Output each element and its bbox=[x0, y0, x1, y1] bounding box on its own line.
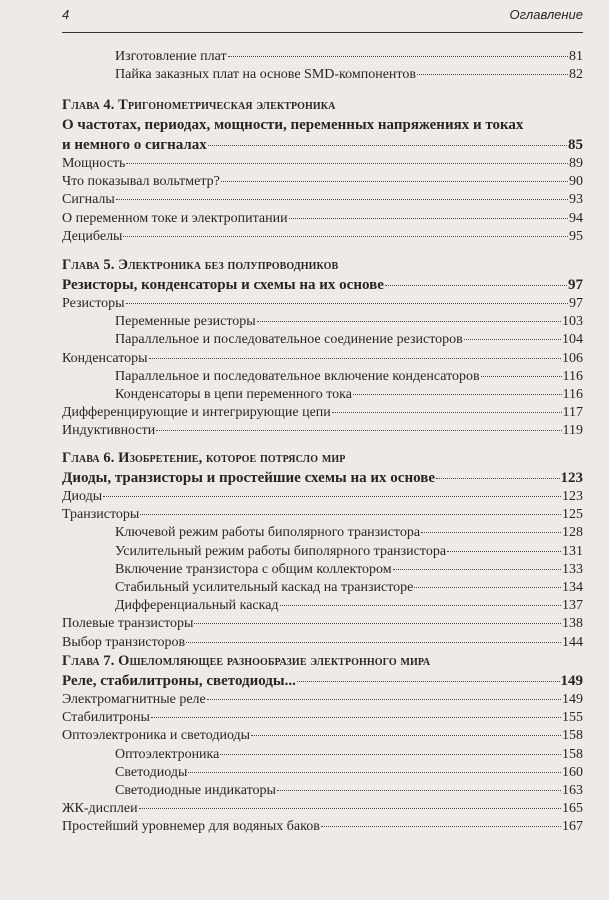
running-title: Оглавление bbox=[509, 7, 583, 22]
entry-page: 163 bbox=[562, 782, 583, 798]
entry-title: Включение транзистора с общим коллектором bbox=[115, 561, 392, 577]
chapter-page: 149 bbox=[560, 673, 583, 689]
entry-title: Конденсаторы в цепи переменного тока bbox=[115, 386, 352, 402]
entry-title: Простейший уровнемер для водяных баков bbox=[62, 819, 320, 835]
dot-leader bbox=[289, 218, 568, 219]
entry-page: 138 bbox=[562, 616, 583, 632]
dot-leader bbox=[393, 569, 561, 570]
dot-leader bbox=[353, 394, 562, 395]
entry-page: 97 bbox=[569, 296, 583, 311]
entry-title: Транзисторы bbox=[62, 507, 140, 523]
dot-leader bbox=[385, 285, 567, 286]
dot-leader bbox=[447, 551, 561, 552]
toc-entry bbox=[62, 488, 583, 506]
dot-leader bbox=[481, 376, 562, 377]
entry-page: 116 bbox=[562, 386, 583, 402]
entry-title: Параллельное и последовательное включение конденсаторов bbox=[115, 368, 480, 384]
entry-page: 128 bbox=[562, 525, 583, 541]
dot-leader bbox=[126, 303, 568, 304]
entry-title: Параллельное и последовательное соединение резисторов bbox=[115, 332, 463, 348]
dot-leader bbox=[277, 790, 561, 791]
dot-leader bbox=[126, 163, 568, 164]
entry-page: 94 bbox=[569, 210, 583, 226]
entry-page: 123 bbox=[562, 489, 583, 504]
entry-title: Оптоэлектроника и светодиоды bbox=[62, 728, 251, 744]
chapter-subtitle: Резисторы, конденсаторы и схемы на их основе bbox=[62, 277, 384, 293]
entry-page: 158 bbox=[562, 728, 583, 744]
toc-entry bbox=[62, 615, 583, 633]
toc-entry bbox=[62, 331, 583, 349]
dot-leader bbox=[139, 808, 561, 809]
chapter-page: 85 bbox=[568, 137, 583, 153]
entry-title: Резисторы bbox=[62, 296, 125, 311]
toc-entry bbox=[62, 543, 583, 561]
chapter-subtitle-entry bbox=[62, 135, 583, 155]
entry-page: 137 bbox=[562, 598, 583, 614]
dot-leader bbox=[414, 587, 561, 588]
dot-leader bbox=[257, 321, 561, 322]
entry-page: 158 bbox=[562, 746, 583, 762]
toc-entry bbox=[62, 800, 583, 818]
entry-title: Что показывал вольтметр? bbox=[62, 174, 220, 190]
chapter-title: Глава 5. Электроника без полупроводников bbox=[62, 257, 339, 273]
entry-title: Сигналы bbox=[62, 192, 115, 208]
dot-leader bbox=[464, 339, 561, 340]
toc-entry bbox=[62, 764, 583, 782]
entry-title: Полевые транзисторы bbox=[62, 616, 194, 632]
entry-page: 119 bbox=[562, 423, 583, 439]
entry-page: 144 bbox=[562, 634, 583, 650]
toc-section-ch5 bbox=[62, 255, 583, 441]
dot-leader bbox=[251, 735, 561, 736]
dot-leader bbox=[151, 717, 561, 718]
toc-entry bbox=[62, 709, 583, 727]
toc-entry bbox=[62, 350, 583, 368]
chapter-title: Глава 4. Тригонометрическая электроника bbox=[62, 97, 336, 113]
dot-leader bbox=[116, 199, 568, 200]
entry-title: Усилительный режим работы биполярного транзистора bbox=[115, 543, 447, 559]
toc-entry bbox=[62, 386, 583, 404]
entry-title: Стабильный усилительный каскад на транзисторе bbox=[115, 579, 414, 595]
entry-title: Выбор транзисторов bbox=[62, 634, 186, 650]
entry-page: 104 bbox=[562, 332, 583, 348]
chapter-subtitle: Реле, стабилитроны, светодиоды... bbox=[62, 673, 296, 689]
entry-page: 103 bbox=[562, 314, 583, 330]
entry-title: Стабилитроны bbox=[62, 710, 150, 726]
toc-entry bbox=[62, 597, 583, 615]
entry-title: Переменные резисторы bbox=[115, 314, 256, 330]
entry-page: 106 bbox=[562, 350, 583, 366]
entry-title: Индуктивности bbox=[62, 423, 156, 439]
toc-entry bbox=[62, 368, 583, 386]
toc-entry bbox=[62, 782, 583, 800]
toc-entry bbox=[62, 210, 583, 228]
dot-leader bbox=[149, 358, 561, 359]
toc-entry bbox=[62, 66, 583, 84]
entry-page: 149 bbox=[562, 692, 583, 707]
entry-page: 95 bbox=[569, 228, 583, 244]
entry-page: 133 bbox=[562, 561, 583, 577]
dot-leader bbox=[221, 181, 568, 182]
toc-entry bbox=[62, 634, 583, 652]
page-number: 4 bbox=[62, 7, 70, 22]
entry-title: Конденсаторы bbox=[62, 350, 148, 366]
entry-page: 89 bbox=[569, 156, 583, 171]
entry-title: Дифференциальный каскад bbox=[115, 598, 279, 614]
toc-entry bbox=[62, 173, 583, 191]
chapter-title: Глава 7. Ошеломляющее разнообразие электронного мира bbox=[62, 653, 431, 669]
dot-leader bbox=[207, 699, 561, 700]
toc-entry bbox=[62, 524, 583, 542]
toc-entry bbox=[62, 506, 583, 524]
entry-page: 131 bbox=[562, 543, 583, 559]
entry-title: Оптоэлектроника bbox=[115, 746, 220, 762]
dot-leader bbox=[220, 754, 561, 755]
entry-title: Изготовление плат bbox=[115, 49, 227, 64]
chapter-subtitle: Диоды, транзисторы и простейшие схемы на их основе bbox=[62, 470, 435, 486]
chapter-subtitle-entry bbox=[62, 275, 583, 295]
toc-entry bbox=[62, 746, 583, 764]
entry-title: Диоды bbox=[62, 489, 103, 504]
entry-title: О переменном токе и электропитании bbox=[62, 210, 288, 226]
toc-entry bbox=[62, 313, 583, 331]
chapter-page: 97 bbox=[568, 277, 583, 293]
dot-leader bbox=[332, 412, 562, 413]
entry-page: 81 bbox=[569, 49, 583, 64]
dot-leader bbox=[280, 605, 561, 606]
toc-entry bbox=[62, 191, 583, 209]
toc-section-ch4 bbox=[62, 95, 583, 246]
dot-leader bbox=[103, 496, 561, 497]
entry-title: Светодиодные индикаторы bbox=[115, 782, 276, 798]
entry-page: 155 bbox=[562, 710, 583, 726]
toc-section-ch7 bbox=[62, 651, 583, 837]
toc-entry bbox=[62, 818, 583, 836]
entry-page: 117 bbox=[562, 405, 583, 421]
entry-page: 90 bbox=[569, 174, 583, 190]
chapter-title: Глава 6. Изобретение, которое потрясло мир bbox=[62, 450, 346, 466]
toc-entry bbox=[62, 295, 583, 313]
toc-entry bbox=[62, 727, 583, 745]
entry-page: 116 bbox=[562, 368, 583, 384]
entry-title: Дифференцирующие и интегрирующие цепи bbox=[62, 405, 331, 421]
chapter-subtitle-entry bbox=[62, 468, 583, 488]
toc-entry bbox=[62, 561, 583, 579]
toc-section-ch6 bbox=[62, 448, 583, 652]
running-header bbox=[62, 4, 583, 33]
entry-page: 167 bbox=[562, 819, 583, 835]
dot-leader bbox=[188, 772, 561, 773]
entry-title: Мощность bbox=[62, 156, 126, 171]
chapter-subtitle: и немного о сигналах bbox=[62, 137, 207, 153]
dot-leader bbox=[297, 681, 560, 682]
dot-leader bbox=[421, 532, 561, 533]
toc-entry bbox=[62, 691, 583, 709]
entry-page: 82 bbox=[569, 67, 583, 83]
dot-leader bbox=[140, 514, 561, 515]
entry-page: 165 bbox=[562, 801, 583, 817]
entry-title: Децибелы bbox=[62, 228, 123, 244]
dot-leader bbox=[194, 623, 561, 624]
dot-leader bbox=[123, 236, 568, 237]
toc-entry bbox=[62, 48, 583, 66]
dot-leader bbox=[436, 478, 560, 479]
dot-leader bbox=[228, 56, 568, 57]
entry-title: Ключевой режим работы биполярного транзистора bbox=[115, 525, 421, 541]
entry-page: 93 bbox=[569, 192, 583, 208]
entry-page: 160 bbox=[562, 764, 583, 780]
dot-leader bbox=[208, 145, 567, 146]
dot-leader bbox=[417, 74, 568, 75]
toc-entry bbox=[62, 228, 583, 246]
toc-entry bbox=[62, 155, 583, 173]
entry-title: Пайка заказных плат на основе SMD-компонентов bbox=[115, 67, 416, 83]
chapter-subtitle-entry bbox=[62, 671, 583, 691]
toc-entry bbox=[62, 404, 583, 422]
dot-leader bbox=[186, 642, 561, 643]
dot-leader bbox=[321, 826, 561, 827]
toc-section-ch3-tail bbox=[62, 48, 583, 84]
toc-entry bbox=[62, 579, 583, 597]
chapter-page: 123 bbox=[560, 470, 583, 486]
dot-leader bbox=[156, 430, 561, 431]
entry-title: Электромагнитные реле bbox=[62, 692, 206, 707]
entry-page: 125 bbox=[562, 507, 583, 523]
entry-title: ЖК-дисплеи bbox=[62, 801, 138, 817]
chapter-subtitle-line: О частотах, периодах, мощности, переменных напряжениях и токах bbox=[62, 117, 524, 133]
entry-title: Светодиоды bbox=[115, 764, 188, 780]
entry-page: 134 bbox=[562, 579, 583, 595]
toc-entry bbox=[62, 422, 583, 440]
